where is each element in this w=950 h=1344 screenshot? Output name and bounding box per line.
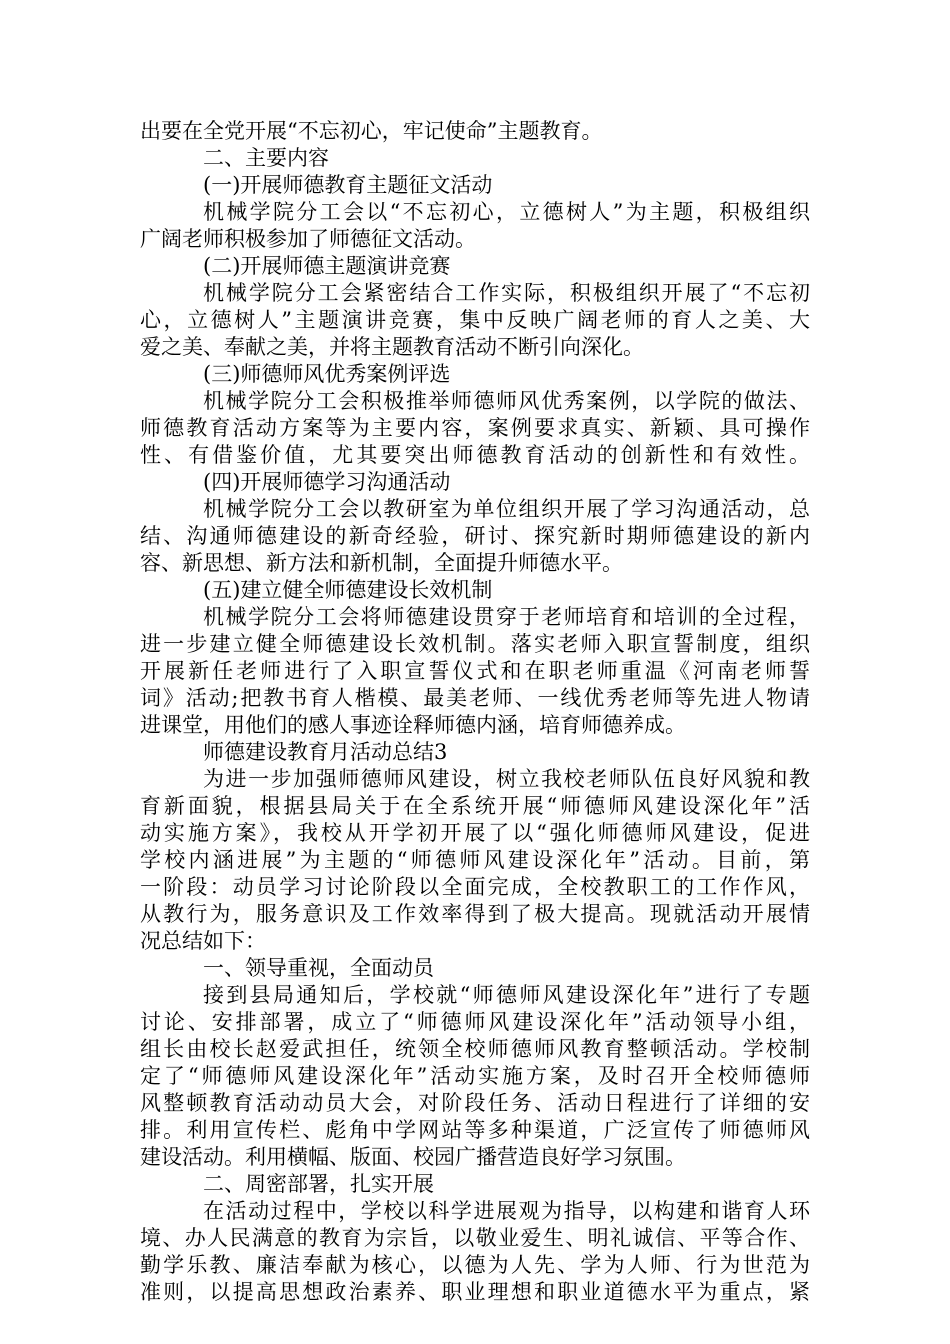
text-line: 词》活动;把教书育人楷模、最美老师、一线优秀老师等先进人物请: [140, 686, 810, 710]
text-line: 建设活动。利用横幅、版面、校园广播营造良好学习氛围。: [140, 1145, 686, 1169]
text-line: 出要在全党开展“不忘初心，牢记使命”主题教育。: [140, 119, 603, 143]
text-line: (二)开展师德主题演讲竞赛: [203, 254, 451, 278]
text-line: 境、办人民满意的教育为宗旨，以敬业爱生、明礼诚信、平等合作、: [140, 1226, 810, 1250]
text-line: 广阔老师积极参加了师德征文活动。: [140, 227, 476, 251]
text-line: (五)建立健全师德建设长效机制: [203, 578, 493, 602]
text-line: 机械学院分工会以“不忘初心，立德树人”为主题，积极组织: [203, 200, 810, 224]
text-line: 动实施方案》，我校从开学初开展了以“强化师德师风建设，促进: [140, 821, 810, 845]
text-line: 机械学院分工会将师德建设贯穿于老师培育和培训的全过程，: [203, 605, 810, 629]
text-line: (四)开展师德学习沟通活动: [203, 470, 451, 494]
text-line: 组长由校长赵爱武担任，统领全校师德师风教育整顿活动。学校制: [140, 1037, 810, 1061]
text-line: 一阶段：动员学习讨论阶段以全面完成，全校教职工的工作作风，: [140, 875, 810, 899]
document-page: [140, 118, 810, 1306]
text-line: 接到县局通知后，学校就“师德师风建设深化年”进行了专题: [203, 983, 810, 1007]
text-line: (一)开展师德教育主题征文活动: [203, 173, 493, 197]
text-line: 勤学乐教、廉洁奉献为核心，以德为人先、学为人师、行为世范为: [140, 1253, 810, 1277]
text-line: 为进一步加强师德师风建设，树立我校老师队伍良好风貌和教: [203, 767, 810, 791]
text-line: 准则，以提高思想政治素养、职业理想和职业道德水平为重点，紧: [140, 1280, 810, 1304]
text-line: 进课堂，用他们的感人事迹诠释师德内涵，培育师德养成。: [140, 713, 686, 737]
text-line: 学校内涵进展”为主题的“师德师风建设深化年”活动。目前，第: [140, 848, 810, 872]
text-line: 开展新任老师进行了入职宣誓仪式和在职老师重温《河南老师誓: [140, 659, 810, 683]
text-line: 进一步建立健全师德建设长效机制。落实老师入职宣誓制度，组织: [140, 632, 810, 656]
text-line: 机械学院分工会以教研室为单位组织开展了学习沟通活动，总: [203, 497, 810, 521]
text-line: 育新面貌，根据县局关于在全系统开展“师德师风建设深化年”活: [140, 794, 810, 818]
text-line: 定了“师德师风建设深化年”活动实施方案，及时召开全校师德师: [140, 1064, 810, 1088]
text-line: 二、主要内容: [203, 146, 329, 170]
text-line: 容、新思想、新方法和新机制，全面提升师德水平。: [140, 551, 623, 575]
text-line: 排。利用宣传栏、彪角中学网站等多种渠道，广泛宣传了师德师风: [140, 1118, 810, 1142]
text-line: 师德教育活动方案等为主要内容，案例要求真实、新颖、具可操作: [140, 416, 810, 440]
text-line: 机械学院分工会积极推举师德师风优秀案例，以学院的做法、: [203, 389, 810, 413]
text-line: 爱之美、奉献之美，并将主题教育活动不断引向深化。: [140, 335, 644, 359]
text-line: 心，立德树人”主题演讲竞赛，集中反映广阔老师的育人之美、大: [140, 308, 810, 332]
text-line: 师德建设教育月活动总结3: [203, 740, 448, 764]
text-line: 在活动过程中，学校以科学进展观为指导，以构建和谐育人环: [203, 1199, 810, 1223]
text-line: 性、有借鉴价值，尤其要突出师德教育活动的创新性和有效性。: [140, 443, 810, 467]
text-line: 从教行为，服务意识及工作效率得到了极大提高。现就活动开展情: [140, 902, 810, 926]
text-line: 一、领导重视，全面动员: [203, 956, 434, 980]
text-line: 机械学院分工会紧密结合工作实际，积极组织开展了“不忘初: [203, 281, 810, 305]
text-line: 讨论、安排部署，成立了“师德师风建设深化年”活动领导小组，: [140, 1010, 810, 1034]
text-line: (三)师德师风优秀案例评选: [203, 362, 451, 386]
text-line: 况总结如下：: [140, 929, 266, 953]
text-line: 结、沟通师德建设的新奇经验，研讨、探究新时期师德建设的新内: [140, 524, 810, 548]
text-line: 风整顿教育活动动员大会，对阶段任务、活动日程进行了详细的安: [140, 1091, 810, 1115]
text-line: 二、周密部署，扎实开展: [203, 1172, 434, 1196]
